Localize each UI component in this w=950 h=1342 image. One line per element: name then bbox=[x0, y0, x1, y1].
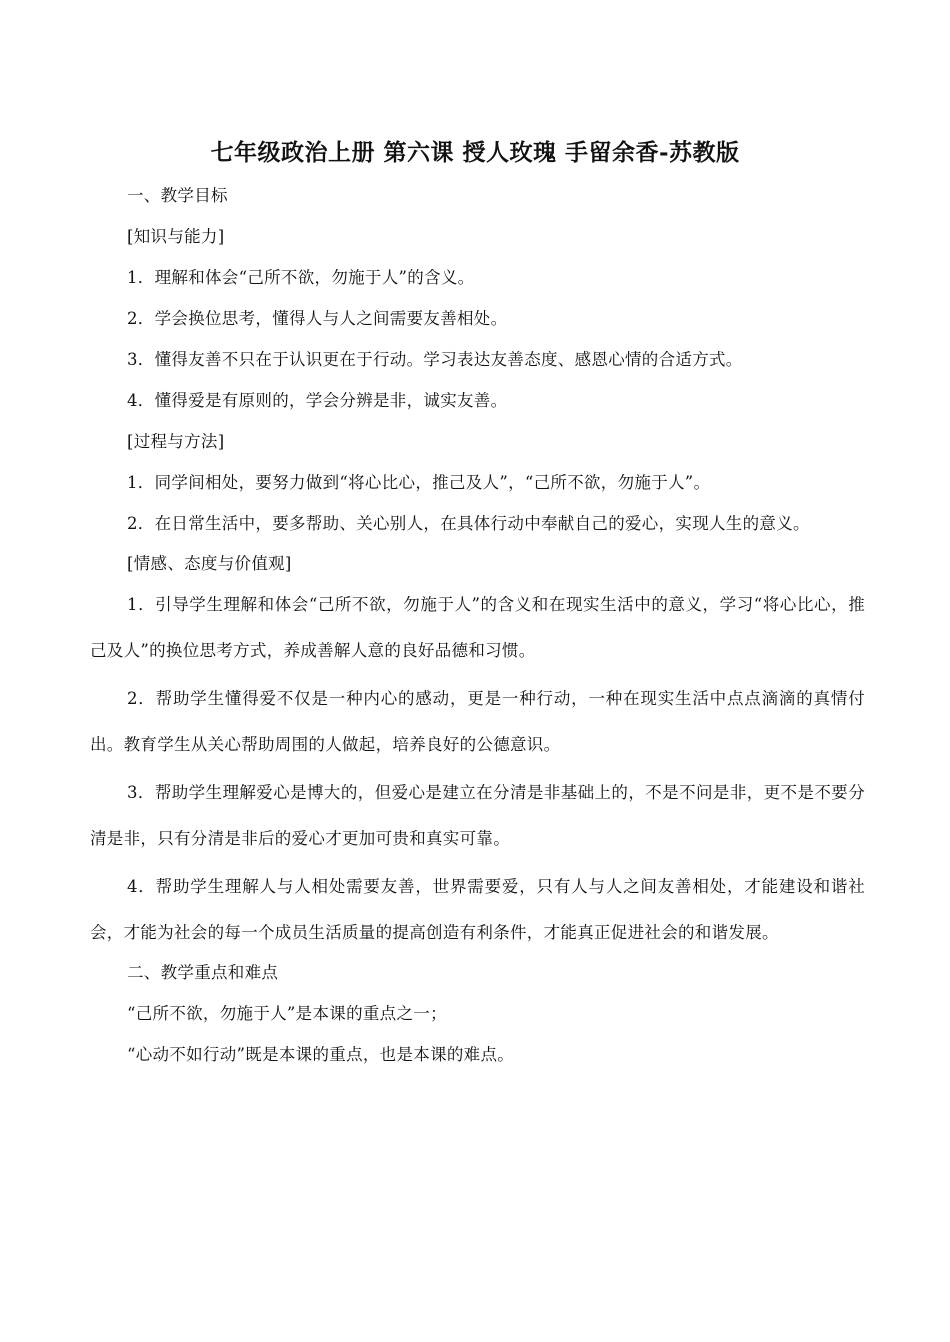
knowledge-item: 1．理解和体会“己所不欲，勿施于人”的含义。 bbox=[127, 268, 475, 287]
emotion-item: 2．帮助学生懂得爱不仅是一种内心的感动，更是一种行动，一种在现实生活中点点滴滴的真情付出。教育学生从关心帮助周围的人做起，培养良好的公德意识。 bbox=[90, 689, 865, 754]
subheading-emotion: [情感、态度与价值观] bbox=[127, 554, 292, 573]
key-point-item: “己所不欲，勿施于人”是本课的重点之一； bbox=[127, 1004, 447, 1023]
emotion-item: 1．引导学生理解和体会“己所不欲，勿施于人”的含义和在现实生活中的意义，学习“将心比心，推己及人”的换位思考方式，养成善解人意的良好品德和习惯。 bbox=[90, 595, 865, 660]
knowledge-item: 2．学会换位思考，懂得人与人之间需要友善相处。 bbox=[127, 309, 508, 328]
process-item: 1．同学间相处，要努力做到“将心比心，推己及人”，“己所不欲，勿施于人”。 bbox=[127, 473, 711, 492]
section-heading-goals: 一、教学目标 bbox=[127, 186, 228, 205]
knowledge-item: 4．懂得爱是有原则的，学会分辨是非，诚实友善。 bbox=[127, 391, 508, 410]
subheading-process: [过程与方法] bbox=[127, 432, 225, 451]
knowledge-item: 3．懂得友善不只在于认识更在于行动。学习表达友善态度、感恩心情的合适方式。 bbox=[127, 350, 743, 369]
subheading-knowledge: [知识与能力] bbox=[127, 227, 225, 246]
document-title: 七年级政治上册 第六课 授人玫瑰 手留余香-苏教版 bbox=[210, 139, 740, 166]
document-body bbox=[90, 181, 865, 1081]
process-item: 2．在日常生活中，要多帮助、关心别人，在具体行动中奉献自己的爱心，实现人生的意义。 bbox=[127, 514, 810, 533]
section-heading-key-points: 二、教学重点和难点 bbox=[127, 963, 279, 982]
emotion-item: 3．帮助学生理解爱心是博大的，但爱心是建立在分清是非基础上的，不是不问是非，更不是不要分清是非，只有分清是非后的爱心才更加可贵和真实可靠。 bbox=[90, 783, 865, 848]
emotion-item: 4．帮助学生理解人与人相处需要友善，世界需要爱，只有人与人之间友善相处，才能建设和谐社会，才能为社会的每一个成员生活质量的提高创造有利条件，才能真正促进社会的和谐发展。 bbox=[90, 877, 865, 942]
key-point-item: “心动不如行动”既是本课的重点，也是本课的难点。 bbox=[127, 1045, 515, 1064]
